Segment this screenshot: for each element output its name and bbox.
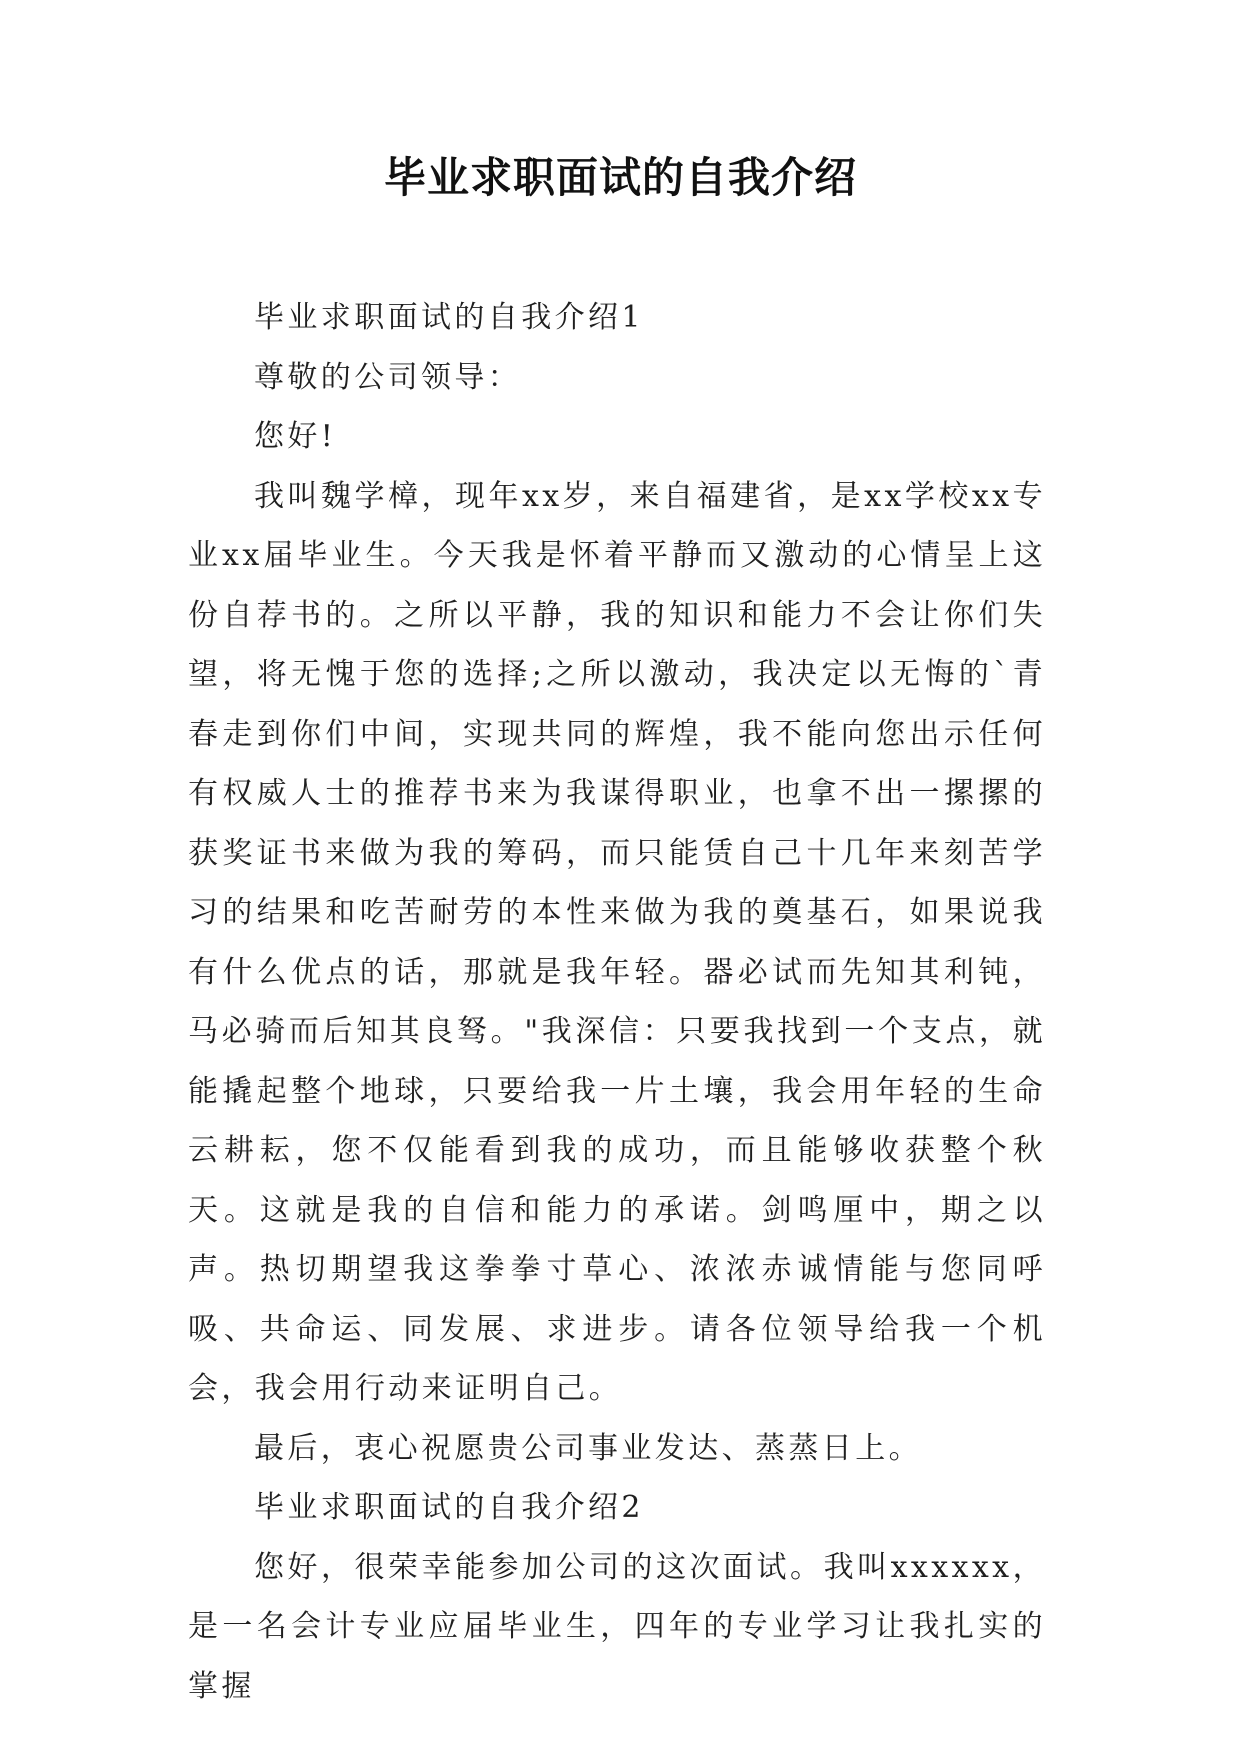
body-paragraph-main: 我叫魏学樟，现年xx岁，来自福建省，是xx学校xx专业xx届毕业生。今天我是怀着平静而又激动的心情呈上这份自荐书的。之所以平静，我的知识和能力不会让你们失望，将无愧于您的选择;之所以激动，我决定以无悔的`青春走到你们中间，实现共同的辉煌，我不能向您出示任何有权威人士的推荐书来为我谋得职业，也拿不出一摞摞的获奖证书来做为我的筹码，而只能赁自己十几年来刻苦学习的结果和吃苦耐劳的本性来做为我的奠基石，如果说我有什么优点的话，那就是我年轻。器必试而先知其利钝，马必骑而后知其良驽。"我深信：只要我找到一个支点，就能撬起整个地球，只要给我一片土壤，我会用年轻的生命云耕耘，您不仅能看到我的成功，而且能够收获整个秋天。这就是我的自信和能力的承诺。剑鸣厘中，期之以声。热切期望我这拳拳寸草心、浓浓赤诚情能与您同呼吸、共命运、同发展、求进步。请各位领导给我一个机会，我会用行动来证明自己。: [188, 478, 1046, 1406]
body-paragraph-2: 您好，很荣幸能参加公司的这次面试。我叫xxxxxx，是一名会计专业应届毕业生，四年的专业学习让我扎实的掌握: [188, 1549, 1046, 1704]
document-body: [188, 288, 1046, 1716]
section-heading-2: 毕业求职面试的自我介绍2: [254, 1490, 644, 1525]
document-title: 毕业求职面试的自我介绍: [383, 153, 857, 202]
salutation: 尊敬的公司领导：: [254, 359, 522, 395]
section-heading-1: 毕业求职面试的自我介绍1: [254, 300, 644, 335]
greeting: 您好!: [254, 419, 337, 454]
closing-paragraph: 最后，衷心祝愿贵公司事业发达、蒸蒸日上。: [254, 1430, 922, 1466]
